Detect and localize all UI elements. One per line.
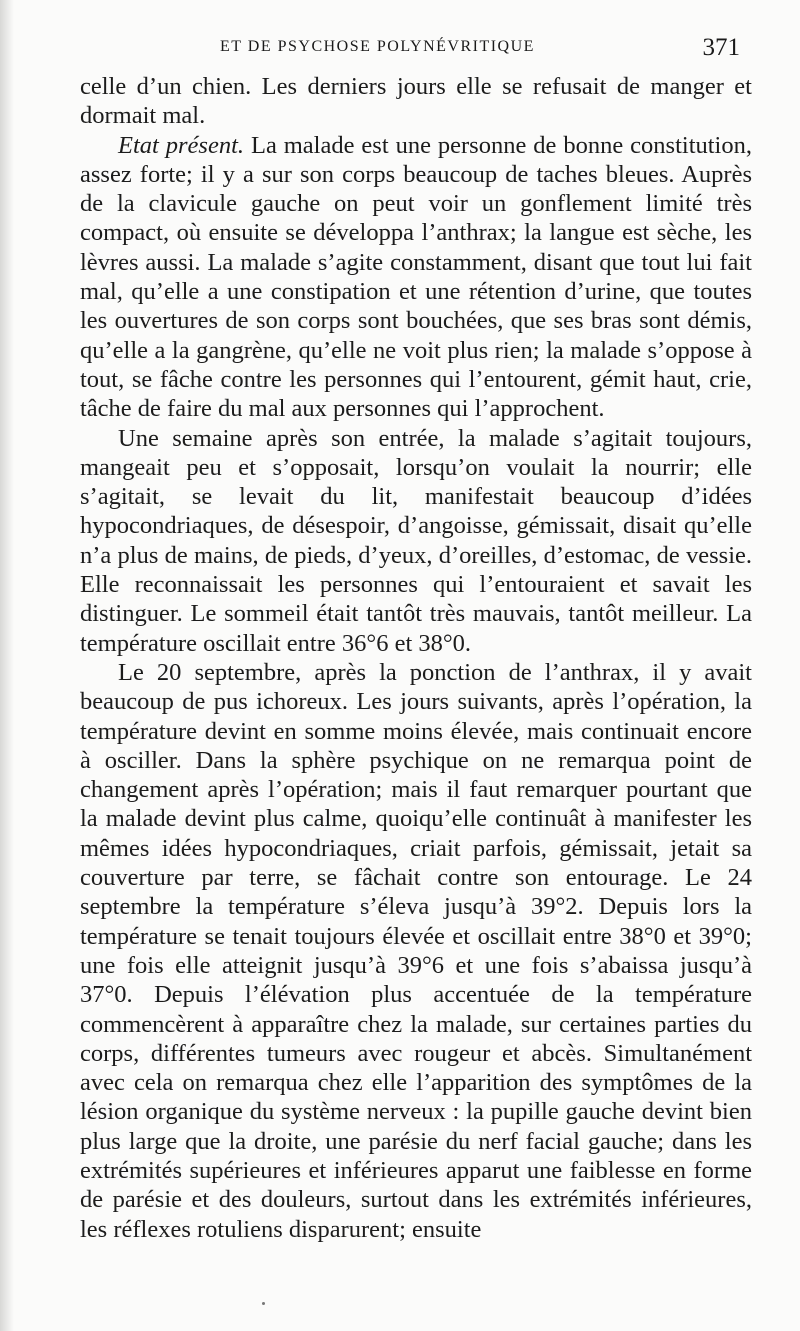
page-header: [78, 30, 740, 70]
print-speck: [262, 1302, 265, 1305]
paragraph-2: [80, 131, 752, 424]
paragraph-3: Une semaine après son entrée, la malade s’agitait toujours, mangeait peu et s’opposait, lorsqu’on voulait la nourrir; elle s’agitait, se levait du lit, manifestait beaucoup d’idées hypocondriaques, de désespoir, d’angoisse, gémissait, disait qu’elle n’a plus de mains, de pieds, d’yeux, d’oreilles, d’estomac, de vessie. Elle reconnaissait les personnes qui l’entouraient et savait les distinguer. Le sommeil était tantôt très mauvais, tantôt meilleur. La température oscillait entre 36°6 et 38°0.: [80, 424, 752, 657]
page-number: 371: [702, 34, 740, 61]
paragraph-4: Le 20 septembre, après la ponction de l’anthrax, il y avait beaucoup de pus ichoreux. Les jours suivants, après l’opération, la température devint en somme moins élevée, mais continuait encore à osciller. Dans la sphère psychique on ne remarqua point de changement après l’opération; mais il faut remarquer pourtant que la malade devint plus calme, quoiqu’elle continuât à manifester les mêmes idées hypocondriaques, criait parfois, gémissait, jetait sa couverture par terre, se fâchait contre son entourage. Le 24 septembre la température s’éleva jusqu’à 39°2. Depuis lors la température se tenait toujours élevée et oscillait entre 38°0 et 39°0; une fois elle atteignit jusqu’à 39°6 et une fois s’abaissa jusqu’à 37°0. Depuis l’élévation plus accentuée de la température commencèrent à apparaître chez la malade, sur certaines parties du corps, différentes tumeurs avec rougeur et abcès. Simultanément avec cela on remarqua chez elle l’apparition des symptômes de la lésion organique du système nerveux : la pupille gauche devint bien plus large que la droite, une parésie du nerf facial gauche; dans les extrémités supérieures et inférieures apparut une faiblesse en forme de parésie et des douleurs, surtout dans les extrémités inférieures, les réflexes rotuliens disparurent; ensuite: [80, 658, 752, 1243]
running-head: ET DE PSYCHOSE POLYNÉVRITIQUE: [220, 38, 535, 55]
paragraph-2-text: La malade est une personne de bonne constitution, assez forte; il y a sur son corps beaucoup de taches bleues. Auprès de la clavicule gauche on peut voir un gonflement limité très compact, où ensuite se développa l’anthrax; la langue est sèche, les lèvres aussi. La malade s’agite constamment, disant que tout lui fait mal, qu’elle a une constipation et une rétention d’urine, que toutes les ouvertures de son corps sont bouchées, que ses bras sont démis, qu’elle a la gangrène, qu’elle ne voit plus rien; la malade s’oppose à tout, se fâche contre les personnes qui l’entourent, gémit haut, crie, tâche de faire du mal aux personnes qui l’approchent.: [80, 131, 752, 423]
section-lead-etat-present: Etat présent.: [118, 131, 245, 159]
body-text: [80, 72, 752, 1244]
page-edge-shadow: [0, 0, 14, 1331]
paragraph-1: celle d’un chien. Les derniers jours elle se refusait de manger et dormait mal.: [80, 73, 752, 130]
